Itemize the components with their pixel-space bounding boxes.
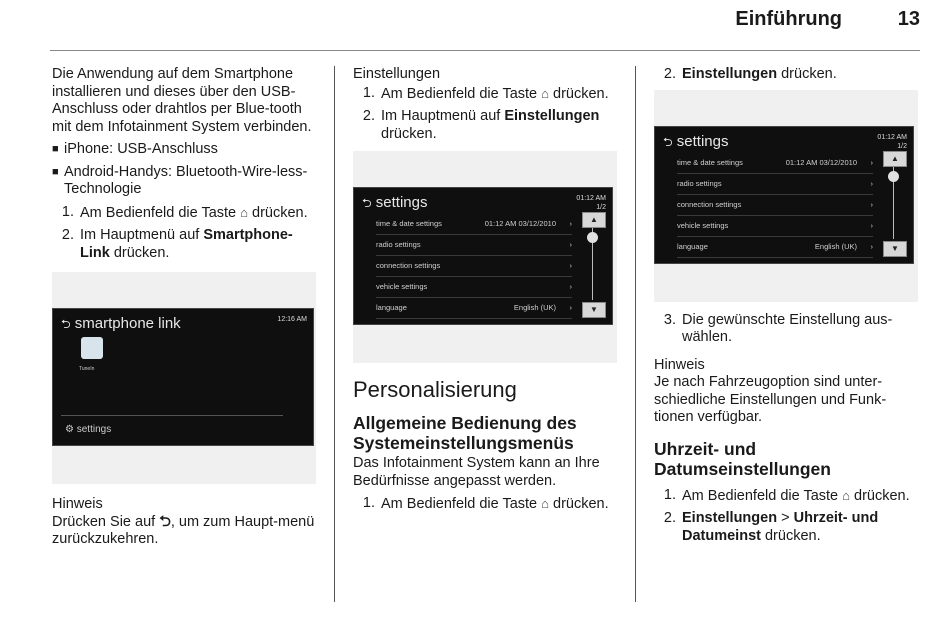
scroll-thumb[interactable] [587, 232, 598, 243]
back-icon[interactable]: ⮌ [362, 196, 372, 210]
back-icon: ⮌ [159, 513, 171, 530]
screen-divider [61, 415, 283, 416]
settings-row[interactable] [376, 277, 572, 298]
step-item [654, 312, 920, 347]
note-text-part: , um zum Haupt-menü zurückzukehren. [52, 513, 315, 547]
note-text: Je nach Fahrzeugoption sind unter-schiedliche Einstellungen und Funk-tionen verfügbar. [654, 374, 887, 425]
step-number: 2. [362, 108, 375, 124]
chevron-right-icon: › [870, 199, 873, 209]
settings-row[interactable] [677, 195, 873, 216]
chevron-right-icon: › [870, 220, 873, 230]
step-text-part: Im Hauptmenü auf [381, 108, 505, 124]
menu-term: Einstellungen [682, 66, 778, 82]
step-text-part: drücken. [850, 487, 910, 504]
note-title: Hinweis [52, 496, 103, 512]
screen-clock: 12:16 AM [277, 316, 307, 323]
step-number: 2. [663, 510, 676, 526]
tunein-app-label: TuneIn [79, 366, 95, 372]
settings-row[interactable] [677, 174, 873, 195]
screen-title-text: settings [375, 194, 428, 211]
settings-row[interactable] [376, 214, 572, 235]
step-item [353, 85, 625, 104]
step-text [80, 204, 322, 223]
step-number: 1. [362, 495, 375, 511]
scroll-up-button[interactable]: ▲ [883, 151, 907, 167]
step-text-part: Am Bedienfeld die Taste [682, 487, 843, 504]
step-item [654, 66, 920, 84]
body-paragraph: Das Infotainment System kann an Ihre Bedürfnisse angepasst werden. [353, 455, 600, 489]
settings-row[interactable] [677, 153, 873, 174]
step-text-part: drücken. [777, 66, 837, 82]
chevron-right-icon: › [569, 240, 572, 250]
step-text [682, 66, 920, 84]
step-text [381, 85, 625, 104]
back-icon: ⮌ [61, 317, 71, 331]
settings-label: settings [76, 424, 112, 435]
scroll-down-button[interactable]: ▼ [582, 302, 606, 318]
section-title: Personalisierung [353, 377, 517, 402]
tunein-app-icon [81, 337, 103, 359]
chevron-right-icon: › [870, 157, 873, 167]
header-rule [50, 50, 920, 51]
step-text-part: Am Bedienfeld die Taste [381, 85, 542, 102]
settings-row-label: connection settings [677, 199, 742, 209]
intro-paragraph: Die Anwendung auf dem Smartphone installieren und dieses über den USB-Anschluss oder drahtlos per Blue-tooth mit dem Infotainment System verbinden. [52, 66, 312, 135]
settings-row-value: English (UK) [513, 303, 556, 313]
home-icon: ⌂ [541, 85, 549, 101]
step-text-part: drücken. [760, 527, 821, 544]
step-number: 2. [61, 227, 74, 243]
step-text: Die gewünschte Einstellung aus-wählen. [682, 311, 893, 345]
subsection-title: Allgemeine Bedienung des Systemeinstellungsmenüs [353, 413, 577, 453]
settings-screen [654, 126, 914, 264]
step-number: 1. [362, 84, 375, 101]
step-text [682, 510, 920, 545]
menu-term: Einstellungen [682, 510, 778, 526]
step-text-part: drücken. [109, 244, 170, 261]
bullet-marker: ■ [52, 143, 59, 155]
settings-row[interactable] [677, 237, 873, 258]
settings-row[interactable] [376, 256, 572, 277]
chevron-right-icon: › [870, 178, 873, 188]
step-text-part: drücken. [549, 496, 609, 512]
menu-term: Smartphone-Link [80, 227, 293, 261]
settings-row[interactable] [376, 298, 572, 319]
smartphone-link-screen [52, 308, 314, 446]
step-text-part: drücken. [549, 85, 609, 102]
chevron-right-icon: › [569, 261, 572, 271]
scrollbar[interactable] [883, 151, 905, 257]
column-divider-1 [334, 66, 335, 602]
page-header-title: Einführung [735, 8, 842, 30]
step-text-part: Am Bedienfeld die Taste [80, 204, 241, 221]
settings-row-label: connection settings [376, 261, 441, 271]
home-icon: ⌂ [240, 204, 248, 220]
chevron-right-icon: › [569, 282, 572, 292]
settings-row-value: English (UK) [814, 241, 857, 251]
settings-row-value: 01:12 AM 03/12/2010 [785, 157, 857, 167]
screen-title [362, 194, 428, 213]
settings-row-label: vehicle settings [376, 282, 428, 292]
back-icon[interactable]: ⮌ [663, 134, 673, 149]
settings-screen [353, 187, 613, 325]
step-text-part: drücken. [381, 125, 437, 142]
home-icon: ⌂ [541, 496, 549, 511]
bullet-marker: ■ [52, 165, 59, 178]
screen-clock [576, 194, 606, 212]
step-text [381, 108, 625, 143]
settings-row-label: language [376, 303, 407, 313]
step-number: 2. [663, 66, 676, 82]
settings-row-label: vehicle settings [677, 220, 729, 230]
chevron-right-icon: › [870, 241, 873, 251]
note-title: Hinweis [654, 356, 705, 373]
home-icon: ⌂ [842, 487, 850, 503]
settings-row[interactable] [376, 235, 572, 256]
screen-clock [877, 133, 907, 151]
step-item [353, 108, 625, 143]
note-text [52, 514, 322, 549]
note-text-part: Drücken Sie auf [52, 513, 160, 530]
page-number: 13 [897, 8, 920, 30]
page-indicator: 1/2 [596, 204, 606, 211]
step-text-part: drücken. [248, 204, 308, 221]
subsection-title: Uhrzeit- und Datumseinstellungen [654, 438, 831, 479]
screen-title-text: settings [676, 132, 729, 150]
menu-term: Uhrzeit- und Datumeinst [682, 510, 879, 544]
step-item [353, 495, 625, 514]
bullet-text: Android-Handys: Bluetooth-Wire-less-Technologie [64, 163, 308, 197]
scrollbar[interactable] [582, 212, 604, 318]
step-text [80, 227, 322, 262]
scroll-thumb[interactable] [888, 171, 899, 182]
settings-row-label: radio settings [677, 178, 722, 188]
smartphone-link-figure [52, 272, 316, 484]
settings-figure [654, 90, 918, 302]
step-text-part: Am Bedienfeld die Taste [381, 496, 542, 512]
screen-title [61, 315, 181, 334]
step-number: 1. [663, 486, 676, 503]
step-item [52, 204, 322, 223]
clock-time: 01:12 AM [877, 133, 907, 141]
step-item [654, 510, 920, 545]
settings-figure [353, 151, 617, 363]
column-2 [353, 66, 625, 514]
screen-title-text: smartphone link [74, 315, 181, 332]
menu-term: Einstellungen [504, 108, 600, 124]
step-item [52, 227, 322, 262]
column-1 [52, 66, 322, 549]
step-item [654, 487, 920, 506]
step-text-part: Im Hauptmenü auf [80, 227, 204, 243]
settings-row-label: time & date settings [677, 157, 743, 167]
gear-icon: ⚙ [65, 424, 74, 435]
scroll-up-button[interactable]: ▲ [582, 212, 606, 228]
step-text [381, 495, 625, 514]
chevron-right-icon: › [569, 219, 572, 229]
settings-heading: Einstellungen [353, 66, 441, 82]
step-text [682, 487, 920, 506]
page-indicator: 1/2 [897, 142, 907, 150]
bullet-text: iPhone: USB-Anschluss [64, 141, 218, 157]
step-text-part: > [777, 510, 794, 526]
column-3 [654, 66, 920, 545]
settings-row[interactable] [677, 216, 873, 237]
step-number: 1. [61, 203, 74, 220]
chevron-right-icon: › [569, 303, 572, 313]
screen-title [663, 133, 729, 152]
column-divider-2 [635, 66, 636, 602]
settings-row-label: radio settings [376, 240, 421, 250]
settings-row-label: time & date settings [376, 219, 442, 229]
scroll-down-button[interactable]: ▼ [883, 241, 907, 257]
settings-row-label: language [677, 241, 708, 251]
screen-settings-item [65, 421, 111, 439]
step-number: 3. [663, 311, 676, 328]
clock-time: 01:12 AM [576, 195, 606, 202]
bullet-item [52, 141, 322, 159]
settings-row-value: 01:12 AM 03/12/2010 [484, 219, 556, 229]
bullet-item [52, 164, 322, 199]
